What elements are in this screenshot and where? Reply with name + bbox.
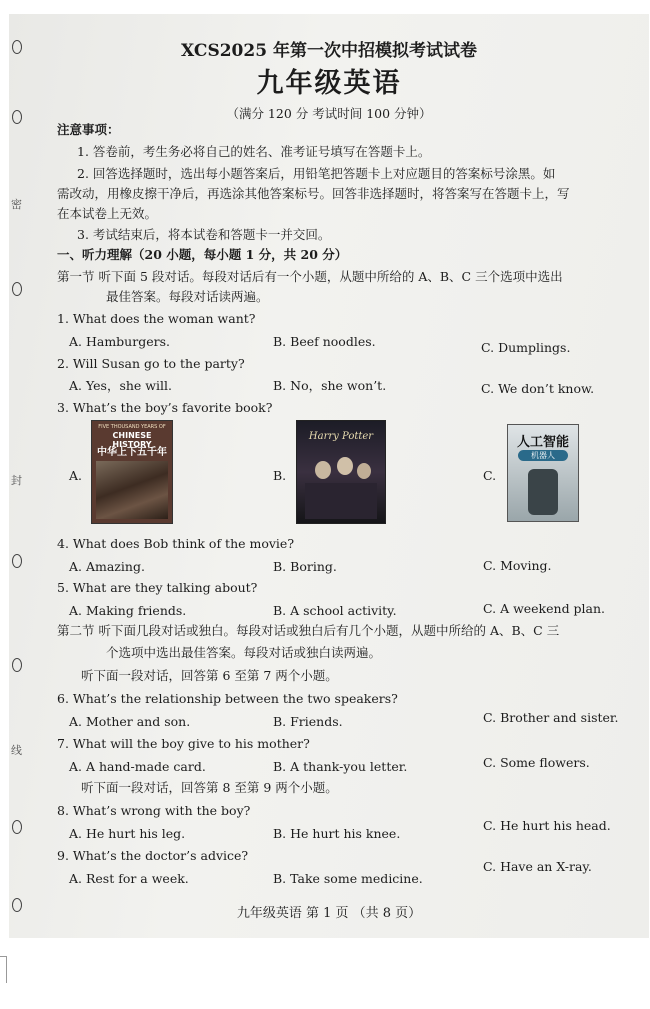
notes-heading: 注意事项： [57, 122, 120, 137]
option-c: C. We don’t know. [481, 381, 595, 396]
exam-title: XCS2025 年第一次中招模拟考试试卷 [181, 41, 477, 61]
option-c: C. [483, 468, 497, 483]
option-a: A. A hand-made card. [69, 759, 206, 774]
option-a: A. Rest for a week. [69, 871, 189, 886]
note-line: 1. 答卷前，考生务必将自己的姓名、准考证号填写在答题卡上。 [77, 144, 431, 159]
option-c: C. Moving. [483, 558, 552, 573]
question-stem: 3. What’s the boy’s favorite book? [57, 400, 273, 415]
binding-hole [12, 554, 22, 568]
exam-paper [9, 14, 649, 938]
book-a-illustration [96, 461, 168, 519]
question-stem: 8. What’s wrong with the boy? [57, 803, 251, 818]
option-c: C. Have an X-ray. [483, 859, 592, 874]
book-c-title: 人工智能 [516, 435, 569, 450]
part2-instruction: 第二节 听下面几段对话或独白。每段对话或独白后有几个小题，从题中所给的 A、B、C 三 [57, 623, 560, 638]
part1-instruction: 第一节 听下面 5 段对话。每段对话后有一个小题，从题中所给的 A、B、C 三个选项中选出 [57, 269, 563, 284]
book-ai-robot [507, 424, 579, 522]
page-footer: 九年级英语 第 1 页 （共 8 页） [236, 906, 422, 921]
binding-char: 线 [11, 744, 22, 757]
option-b: B. Boring. [273, 559, 337, 574]
option-b: B. A school activity. [273, 603, 397, 618]
option-b: B. Beef noodles. [273, 334, 376, 349]
question-stem: 2. Will Susan go to the party? [57, 356, 245, 371]
option-c: C. Some flowers. [483, 755, 590, 770]
binding-margin [9, 14, 29, 938]
option-b: B. He hurt his knee. [273, 826, 401, 841]
book-a-title: CHINESE HISTORY [112, 431, 152, 449]
exam-meta: （满分 120 分 考试时间 100 分钟） [226, 106, 432, 121]
question-stem: 4. What does Bob think of the movie? [57, 536, 295, 551]
listening-cue: 听下面一段对话，回答第 8 至第 9 两个小题。 [81, 780, 338, 795]
option-b: B. No，she won’t. [273, 378, 387, 393]
book-b-illustration [305, 483, 377, 519]
option-c: C. He hurt his head. [483, 818, 611, 833]
book-a-cn: 中华上下五千年 [97, 447, 167, 458]
option-a: A. Mother and son. [69, 714, 191, 729]
binding-hole [12, 282, 22, 296]
option-a: A. Amazing. [69, 559, 145, 574]
option-c: C. Brother and sister. [483, 710, 619, 725]
question-stem: 5. What are they talking about? [57, 580, 258, 595]
binding-char: 封 [11, 474, 22, 487]
character-face [337, 457, 353, 475]
book-b-title: Harry Potter [308, 431, 374, 442]
option-b: B. Take some medicine. [273, 871, 423, 886]
book-a-top: FIVE THOUSAND YEARS OF [98, 424, 166, 430]
question-stem: 1. What does the woman want? [57, 311, 256, 326]
option-b: B. Friends. [273, 714, 343, 729]
note-line: 3. 考试结束后，将本试卷和答题卡一并交回。 [77, 227, 331, 242]
binding-hole [12, 658, 22, 672]
note-line: 需改动，用橡皮擦干净后，再选涂其他答案标号。回答非选择题时，将答案写在答题卡上，写 [57, 186, 570, 201]
note-line: 在本试卷上无效。 [57, 206, 158, 221]
question-stem: 6. What’s the relationship between the two speakers? [57, 691, 398, 706]
option-b: B. A thank-you letter. [273, 759, 408, 774]
option-a: A. He hurt his leg. [69, 826, 186, 841]
note-line: 2. 回答选择题时，选出每小题答案后，用铅笔把答题卡上对应题目的答案标号涂黑。如 [77, 166, 556, 181]
part2-instruction: 个选项中选出最佳答案。每段对话或独白读两遍。 [106, 645, 382, 660]
character-face [315, 461, 331, 479]
section-heading: 一、听力理解（20 小题，每小题 1 分，共 20 分） [57, 247, 348, 262]
option-c: C. Dumplings. [481, 340, 571, 355]
option-b: B. [273, 468, 287, 483]
option-a: A. Hamburgers. [69, 334, 170, 349]
listening-cue: 听下面一段对话，回答第 6 至第 7 两个小题。 [81, 668, 338, 683]
book-chinese-history [91, 420, 173, 524]
option-a: A. [69, 468, 83, 483]
option-a: A. Yes，she will. [69, 378, 172, 393]
subject-title: 九年级英语 [256, 68, 402, 99]
part1-instruction: 最佳答案。每段对话读两遍。 [106, 289, 269, 304]
book-c-sub: 机器人 [518, 450, 568, 461]
binding-hole [12, 820, 22, 834]
option-a: A. Making friends. [69, 603, 187, 618]
question-stem: 7. What will the boy give to his mother? [57, 736, 310, 751]
book-harry-potter [296, 420, 386, 524]
binding-char: 密 [11, 198, 22, 211]
character-face [357, 463, 371, 479]
option-c: C. A weekend plan. [483, 601, 606, 616]
corner-mark [0, 956, 7, 983]
question-stem: 9. What’s the doctor’s advice? [57, 848, 249, 863]
robot-illustration [528, 469, 558, 515]
